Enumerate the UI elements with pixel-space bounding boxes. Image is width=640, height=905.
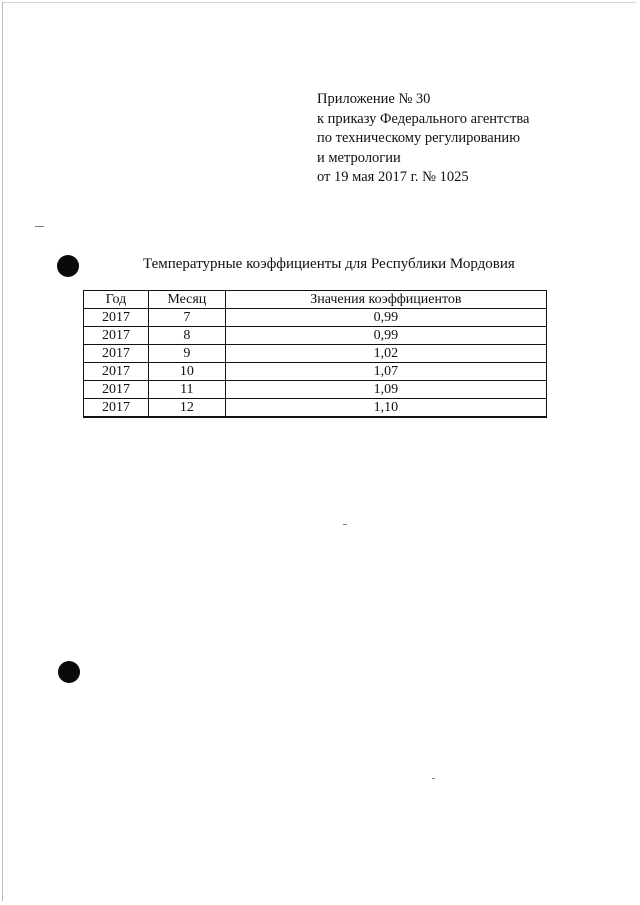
cell-year: 2017 (84, 309, 149, 327)
cell-month: 11 (148, 381, 225, 399)
table-row (84, 381, 547, 399)
table-row (84, 309, 547, 327)
header-month: Месяц (148, 291, 225, 309)
header-year: Год (84, 291, 149, 309)
cell-month: 12 (148, 399, 225, 418)
header-coefficient: Значения коэффициентов (225, 291, 546, 309)
cell-month: 7 (148, 309, 225, 327)
cell-year: 2017 (84, 399, 149, 418)
scan-speck (432, 778, 435, 779)
table-row (84, 327, 547, 345)
scan-speck (343, 524, 347, 525)
cell-coefficient: 1,09 (225, 381, 546, 399)
table-title: Температурные коэффициенты для Республики Мордовия (143, 256, 515, 272)
cell-year: 2017 (84, 345, 149, 363)
cell-coefficient: 1,07 (225, 363, 546, 381)
punch-hole-bottom (58, 661, 80, 683)
table-row (84, 345, 547, 363)
cell-month: 9 (148, 345, 225, 363)
cell-coefficient: 1,10 (225, 399, 546, 418)
cell-coefficient: 0,99 (225, 327, 546, 345)
cell-coefficient: 0,99 (225, 309, 546, 327)
scan-speck (35, 226, 44, 227)
coefficients-table (83, 290, 547, 418)
table-row (84, 363, 547, 381)
cell-coefficient: 1,02 (225, 345, 546, 363)
table-header-row (84, 291, 547, 309)
appendix-order-line: к приказу Федерального агентства (317, 110, 530, 127)
table-row (84, 399, 547, 418)
cell-year: 2017 (84, 363, 149, 381)
appendix-number: Приложение № 30 (317, 91, 431, 107)
appendix-metrology-line: и метрологии (317, 149, 401, 166)
cell-year: 2017 (84, 381, 149, 399)
appendix-header (317, 90, 529, 188)
punch-hole-top (57, 255, 79, 277)
cell-month: 8 (148, 327, 225, 345)
cell-month: 10 (148, 363, 225, 381)
appendix-agency-line: по техническому регулированию (317, 130, 521, 146)
cell-year: 2017 (84, 327, 149, 345)
appendix-date-line: от 19 мая 2017 г. № 1025 (317, 169, 469, 185)
